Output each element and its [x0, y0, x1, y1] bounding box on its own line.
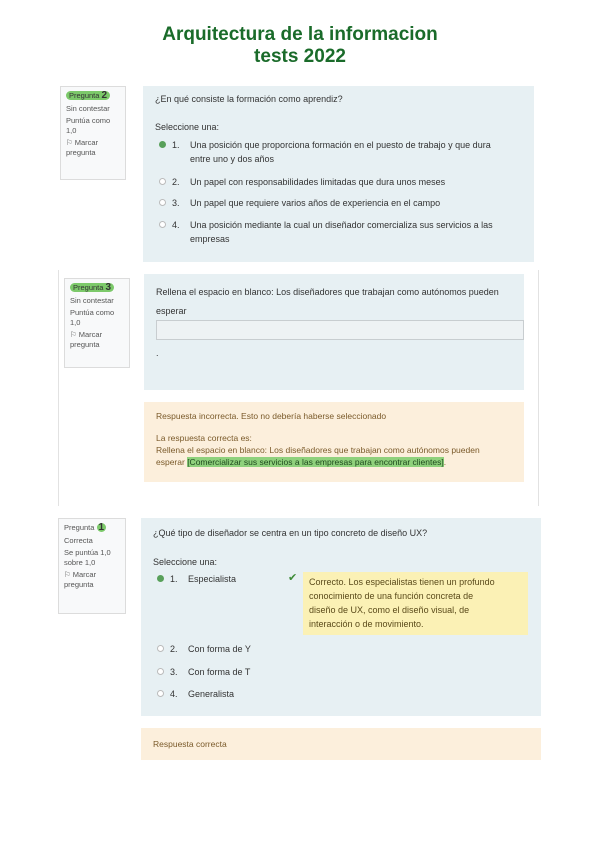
score-line-1: Puntúa como: [66, 116, 111, 125]
answer-option-4[interactable]: [159, 218, 493, 246]
question-box-1: [141, 518, 541, 716]
question-number: [64, 523, 106, 533]
radio-icon[interactable]: [157, 690, 164, 697]
option-label: Con forma de T: [188, 667, 251, 677]
option-label: Especialista: [188, 574, 237, 584]
document-title: [0, 24, 600, 68]
question-number: [70, 283, 114, 293]
option-label-line-2: entre uno y dos años: [190, 154, 275, 164]
question-line-1: Rellena el espacio en blanco: Los diseñadores que trabajan como autónomos pueden: [156, 287, 499, 297]
radio-icon[interactable]: [159, 178, 166, 185]
question-score: [66, 116, 120, 136]
flag-label-1: Marcar: [72, 570, 97, 579]
divider-right: [538, 270, 539, 506]
answer-option-1[interactable]: [159, 138, 491, 166]
question-number-value: 2: [101, 90, 108, 101]
question-line-2: esperar: [156, 306, 187, 316]
question-number: [66, 91, 110, 101]
radio-icon[interactable]: [157, 668, 164, 675]
answer-input[interactable]: [156, 320, 524, 340]
flag-label-2: pregunta: [66, 148, 96, 157]
option-label: [190, 218, 493, 246]
option-feedback-line-4: interacción o de movimiento.: [309, 619, 424, 629]
question-label: Pregunta: [73, 283, 104, 292]
flag-icon: ⚐: [64, 570, 71, 579]
correct-answer-highlight: [Comercializar sus servicios a las empresas para encontrar clientes]: [187, 457, 444, 467]
option-number: 1.: [170, 574, 178, 584]
score-line-1: Puntúa como: [70, 308, 115, 317]
feedback-message: Respuesta correcta: [153, 739, 227, 749]
option-number: 2.: [170, 644, 178, 654]
title-line-2: tests 2022: [254, 46, 346, 67]
question-score: [64, 548, 120, 568]
question-info-3: [64, 278, 130, 368]
answer-option-4[interactable]: [157, 687, 234, 701]
option-number: 1.: [172, 140, 180, 150]
option-feedback: [303, 572, 528, 635]
flag-label-1: Marcar: [74, 138, 99, 147]
question-status: Sin contestar: [70, 296, 114, 305]
radio-icon[interactable]: [157, 645, 164, 652]
flag-label-2: pregunta: [70, 340, 100, 349]
question-box-2: [143, 86, 534, 262]
question-label: Pregunta: [69, 91, 100, 100]
correct-answer-label: La respuesta correcta es:: [156, 433, 252, 443]
radio-icon[interactable]: [159, 141, 166, 148]
option-number: 4.: [172, 220, 180, 230]
answer-option-2[interactable]: [159, 175, 445, 189]
correct-answer-suffix: .: [443, 457, 447, 467]
option-feedback-line-3: diseño de UX, como el diseño visual, de: [309, 605, 470, 615]
answer-option-3[interactable]: [159, 196, 440, 210]
radio-icon[interactable]: [159, 199, 166, 206]
flag-question-link[interactable]: [70, 330, 124, 350]
option-label-line-1: Una posición que proporciona formación en el puesto de trabajo y que dura: [190, 140, 491, 150]
option-number: 4.: [170, 689, 178, 699]
select-prompt: Seleccione una:: [155, 122, 220, 132]
question-score: [70, 308, 124, 328]
option-number: 2.: [172, 177, 180, 187]
option-label: Generalista: [188, 689, 235, 699]
option-label: Con forma de Y: [188, 644, 251, 654]
correct-answer-prefix: esperar: [156, 457, 188, 467]
score-line-2: 1,0: [66, 126, 77, 135]
option-label: Un papel que requiere varios años de experiencia en el campo: [190, 198, 441, 208]
title-line-1: Arquitectura de la informacion: [162, 24, 438, 45]
feedback-box-3: [144, 402, 524, 482]
check-icon: ✔: [288, 572, 298, 584]
score-line-2: sobre 1,0: [64, 558, 96, 567]
flag-label-2: pregunta: [64, 580, 94, 589]
feedback-box-1: [141, 728, 541, 760]
correct-answer-block: [156, 432, 518, 468]
question-number-value: 3: [105, 282, 112, 293]
question-text: ¿En qué consiste la formación como aprendiz?: [155, 94, 343, 104]
option-number: 3.: [170, 667, 178, 677]
score-line-2: 1,0: [70, 318, 81, 327]
question-number-value: 1: [98, 522, 105, 533]
radio-icon[interactable]: [157, 575, 164, 582]
question-info-1: [58, 518, 126, 614]
answer-option-1[interactable]: [157, 572, 236, 586]
answer-option-2[interactable]: [157, 642, 251, 656]
flag-question-link[interactable]: [64, 570, 120, 590]
flag-icon: ⚐: [70, 330, 77, 339]
option-label: [190, 138, 491, 166]
question-label: Pregunta: [64, 523, 95, 532]
radio-icon[interactable]: [159, 221, 166, 228]
question-box-3: [144, 274, 524, 390]
option-feedback-line-2: conocimiento de una función concreta de: [309, 591, 474, 601]
question-status: Correcta: [64, 536, 93, 545]
option-label-line-1: Una posición mediante la cual un diseñador comercializa sus servicios a las: [190, 220, 493, 230]
answer-option-3[interactable]: [157, 665, 250, 679]
divider-left: [58, 270, 59, 506]
score-line-1: Se puntúa 1,0: [64, 548, 111, 557]
option-label-line-2: empresas: [190, 234, 230, 244]
question-status: Sin contestar: [66, 104, 110, 113]
incorrect-message: Respuesta incorrecta. Esto no debería haberse seleccionado: [156, 411, 387, 421]
flag-label-1: Marcar: [78, 330, 103, 339]
flag-question-link[interactable]: [66, 138, 120, 158]
question-text: ¿Qué tipo de diseñador se centra en un tipo concreto de diseño UX?: [153, 528, 428, 538]
flag-icon: ⚐: [66, 138, 73, 147]
select-prompt: Seleccione una:: [153, 557, 218, 567]
correct-answer-line-1: Rellena el espacio en blanco: Los diseñadores que trabajan como autónomos pueden: [156, 445, 480, 455]
option-feedback-line-1: Correcto. Los especialistas tienen un profundo: [309, 577, 495, 587]
option-label: Un papel con responsabilidades limitadas que dura unos meses: [190, 177, 446, 187]
question-text: [156, 285, 518, 323]
option-number: 3.: [172, 198, 180, 208]
input-trailing-text: .: [156, 348, 159, 358]
question-info-2: [60, 86, 126, 180]
